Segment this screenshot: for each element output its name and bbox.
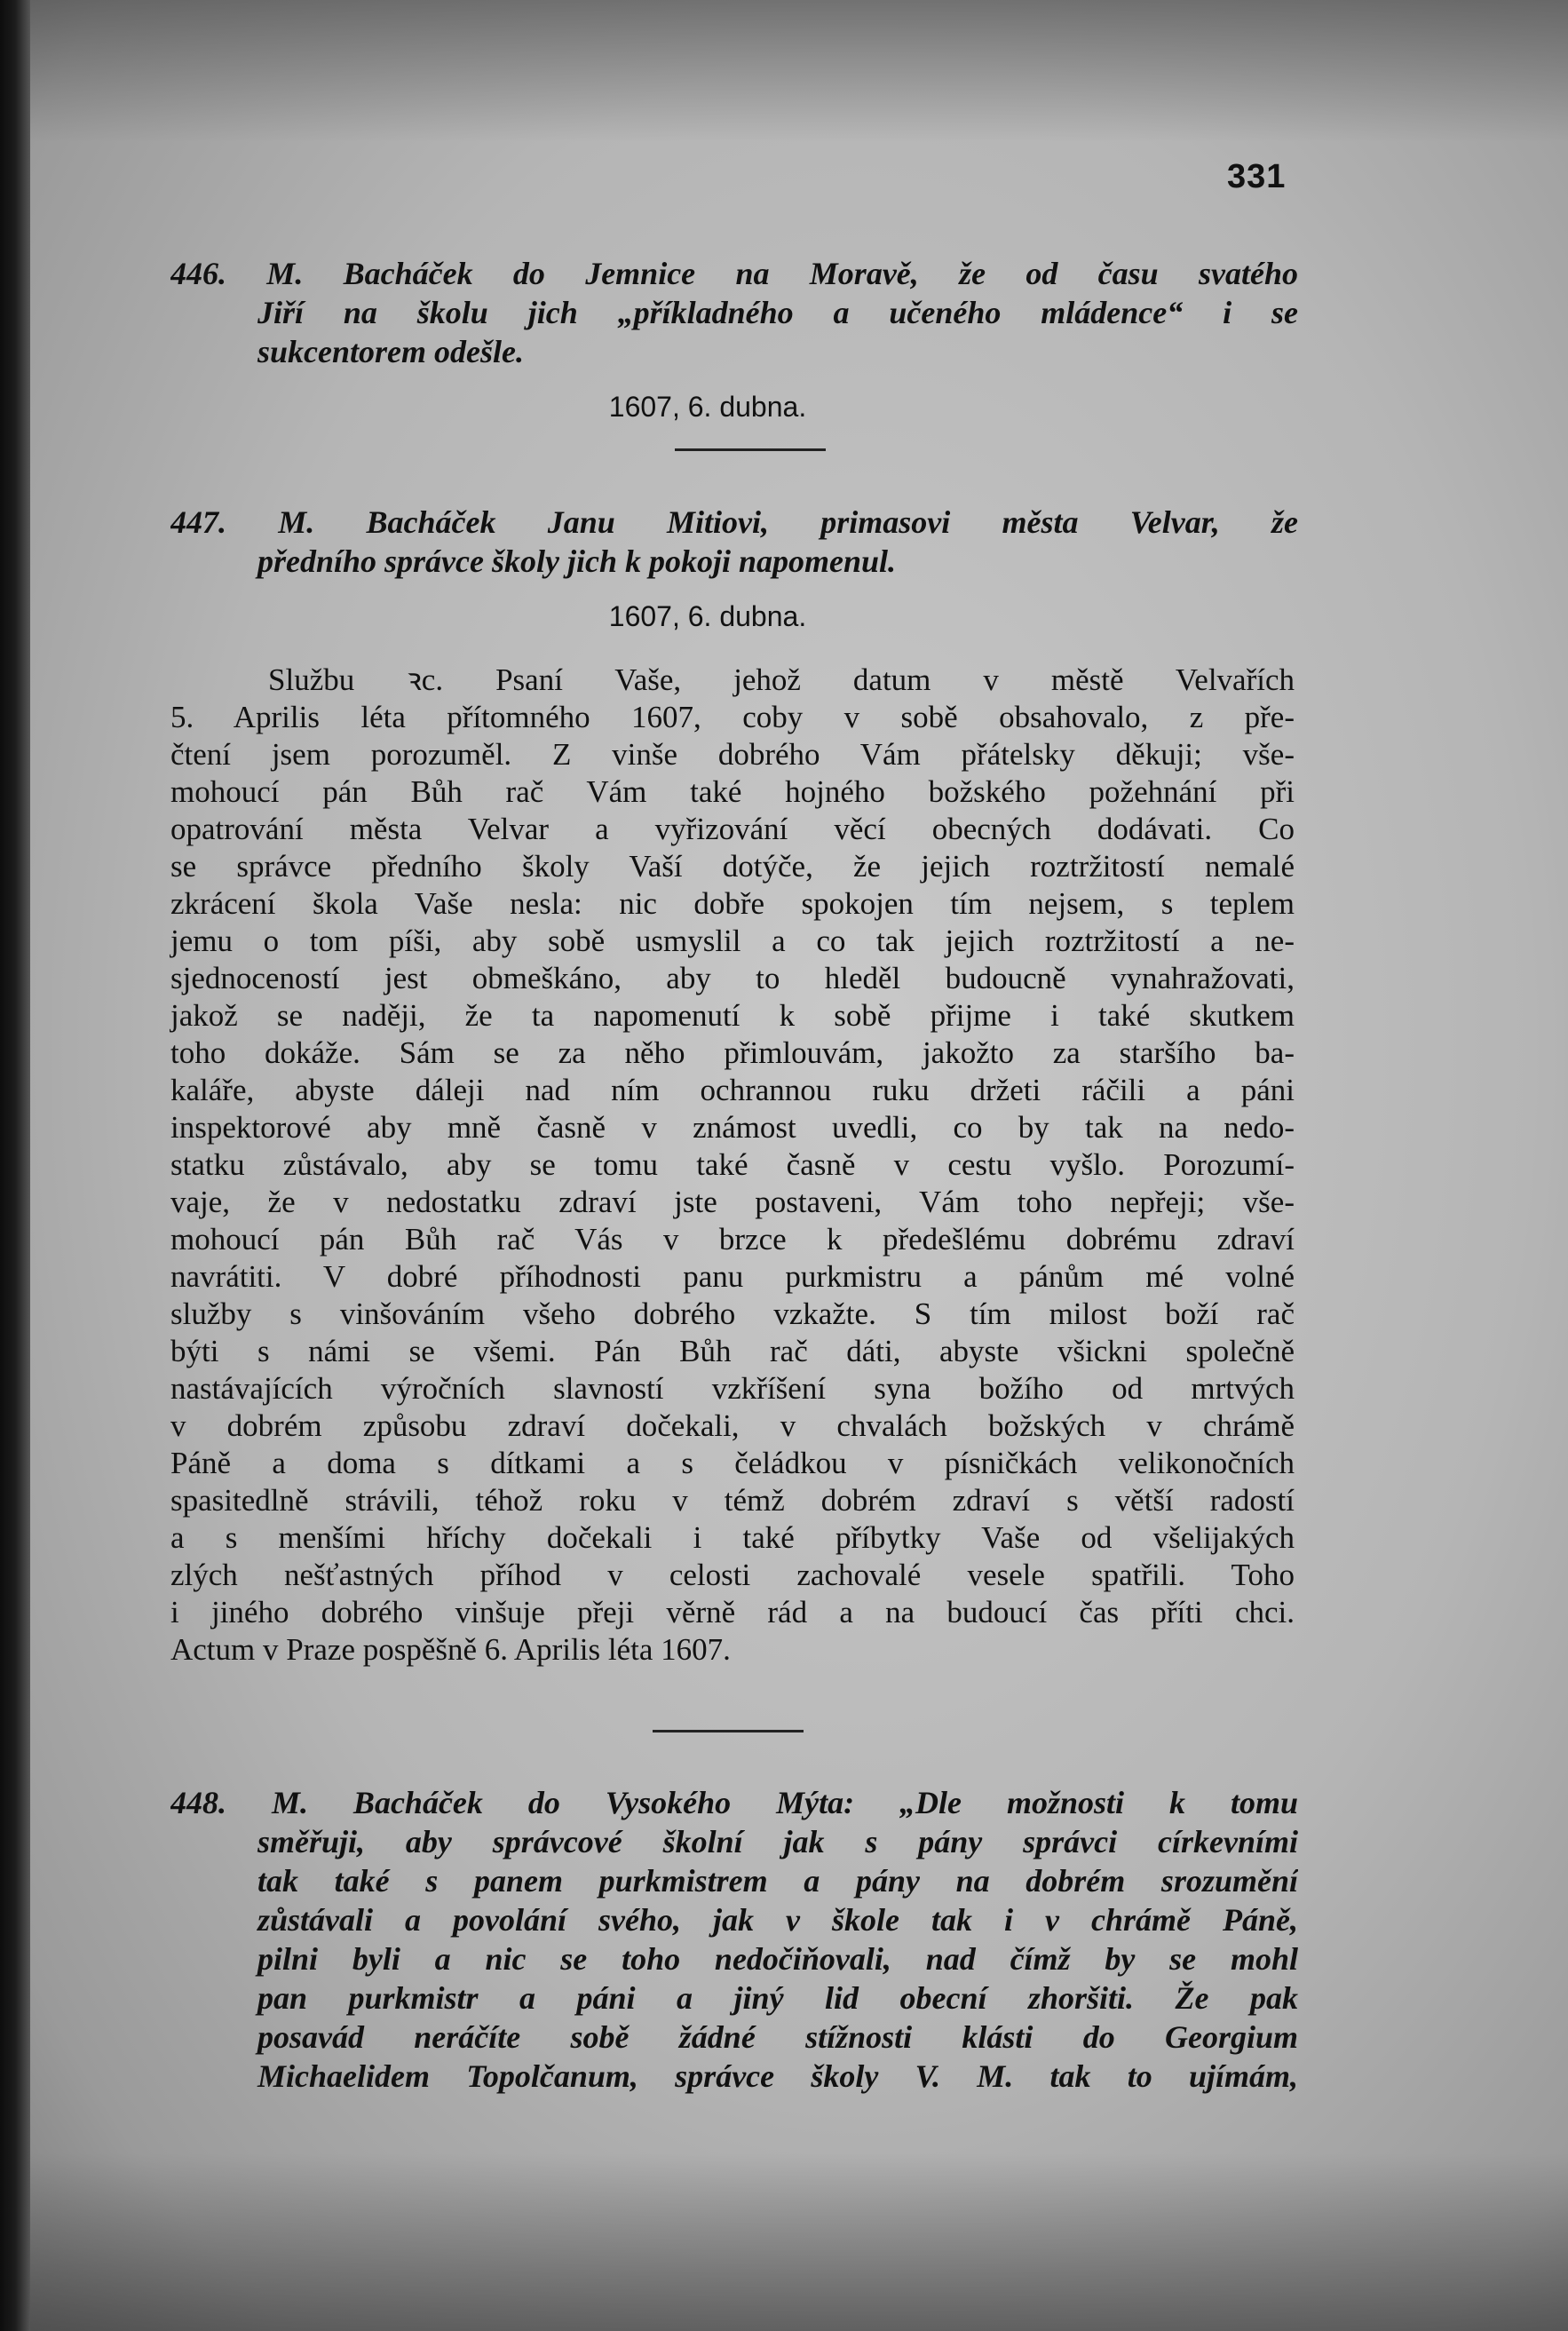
body-line: inspektorové aby mně časně v známost uvedli, co by tak na nedo- bbox=[170, 1110, 1295, 1145]
entry-448-heading-line: směřuji, aby správcové školní jak s pány správci církevními bbox=[257, 1824, 1298, 1859]
body-line: spasitedlně strávili, téhož roku v témž dobrém zdraví s větší radostí bbox=[170, 1483, 1295, 1518]
book-binding-edge bbox=[0, 0, 30, 2331]
entry-448-heading-line: Michaelidem Topolčanum, správce školy V. M. tak to ujímám, bbox=[257, 2058, 1298, 2094]
entry-447-heading bbox=[170, 503, 1298, 581]
entry-447-heading-line: 447. M. Bacháček Janu Mitiovi, primasovi města Velvar, že bbox=[170, 504, 1298, 540]
entry-447-date: 1607, 6. dubna. bbox=[608, 600, 807, 632]
entry-446-date: 1607, 6. dubna. bbox=[608, 391, 807, 423]
body-line: a s menšími hříchy dočekali i také příbytky Vaše od všelijakých bbox=[170, 1520, 1295, 1555]
body-line: Actum v Praze pospěšně 6. Aprilis léta 1607. bbox=[170, 1632, 731, 1667]
page-number: 331 bbox=[1227, 158, 1287, 195]
entry-446-heading bbox=[170, 254, 1298, 371]
body-line: kaláře, abyste dáleji nad ním ochrannou ruku držeti ráčili a páni bbox=[170, 1073, 1295, 1107]
body-line: Službu ꝛc. Psaní Vaše, jehož datum v městě Velvařích bbox=[268, 662, 1295, 697]
body-line: zkrácení škola Vaše nesla: nic dobře spokojen tím nejsem, s teplem bbox=[170, 886, 1295, 921]
section-divider bbox=[675, 448, 826, 451]
body-line: toho dokáže. Sám se za něho přimlouvám, jakožto za staršího ba- bbox=[170, 1035, 1295, 1070]
body-line: opatrování města Velvar a vyřizování věcí obecných dodávati. Co bbox=[170, 812, 1295, 846]
body-line: služby s vinšováním všeho dobrého vzkažte. S tím milost boží rač bbox=[170, 1296, 1295, 1331]
section-divider bbox=[653, 1730, 804, 1732]
entry-446-heading-line: Jiří na školu jich „příkladného a učeného mládence“ i se bbox=[257, 295, 1298, 330]
body-line: jemu o tom píši, aby sobě usmyslil a co tak jejich roztržitostí a ne- bbox=[170, 924, 1295, 958]
body-line: statku zůstávalo, aby se tomu také časně v cestu vyšlo. Porozumí- bbox=[170, 1147, 1295, 1182]
body-line: sjednoceností jest obmeškáno, aby to hleděl budoucně vynahražovati, bbox=[170, 961, 1295, 995]
entry-448-heading-line: pan purkmistr a páni a jiný lid obecní zhoršiti. Že pak bbox=[257, 1980, 1298, 2016]
scan-shadow-top bbox=[0, 0, 1568, 142]
entry-448-heading-line: tak také s panem purkmistrem a pány na dobrém srozumění bbox=[257, 1863, 1298, 1899]
body-line: býti s námi se všemi. Pán Bůh rač dáti, abyste všickni společně bbox=[170, 1334, 1295, 1368]
body-line: mohoucí pán Bůh rač Vám také hojného božského požehnání při bbox=[170, 774, 1295, 809]
body-line: čtení jsem porozuměl. Z vinše dobrého Vám přátelsky děkuji; vše- bbox=[170, 737, 1295, 772]
body-line: vaje, že v nedostatku zdraví jste postaveni, Vám toho nepřeji; vše- bbox=[170, 1185, 1295, 1219]
entry-446-heading-line: 446. M. Bacháček do Jemnice na Moravě, že od času svatého bbox=[170, 256, 1298, 291]
body-line: navrátiti. V dobré příhodnosti panu purkmistru a pánům mé volné bbox=[170, 1259, 1295, 1294]
entry-448-heading-line: 448. M. Bacháček do Vysokého Mýta: „Dle možnosti k tomu bbox=[170, 1785, 1298, 1820]
scan-shadow-bottom bbox=[0, 2153, 1568, 2331]
body-line: se správce předního školy Vaší dotýče, že jejich roztržitostí nemalé bbox=[170, 849, 1295, 884]
body-line: mohoucí pán Bůh rač Vás v brzce k předešlému dobrému zdraví bbox=[170, 1222, 1295, 1257]
body-line: zlých nešťastných příhod v celosti zachovalé vesele spatřili. Toho bbox=[170, 1558, 1295, 1592]
body-line: v dobrém způsobu zdraví dočekali, v chvalách božských v chrámě bbox=[170, 1408, 1295, 1443]
entry-448-heading bbox=[170, 1783, 1298, 2096]
body-line: nastávajících výročních slavností vzkříšení syna božího od mrtvých bbox=[170, 1371, 1295, 1406]
entry-447-heading-line: předního správce školy jich k pokoji napomenul. bbox=[257, 543, 897, 579]
body-line: Páně a doma s dítkami a s čeládkou v písničkách velikonočních bbox=[170, 1446, 1295, 1480]
entry-448-heading-line: zůstávali a povolání svého, jak v škole tak i v chrámě Páně, bbox=[257, 1902, 1298, 1938]
body-line: i jiného dobrého vinšuje přeji věrně rád a na budoucí čas příti chci. bbox=[170, 1595, 1295, 1629]
body-line: 5. Aprilis léta přítomného 1607, coby v sobě obsahovalo, z pře- bbox=[170, 700, 1295, 734]
entry-447-body bbox=[170, 662, 1295, 1669]
entry-448-heading-line: pilni byli a nic se toho nedočiňovali, nad čímž by se mohl bbox=[257, 1941, 1298, 1977]
entry-446-heading-line: sukcentorem odešle. bbox=[257, 334, 524, 369]
entry-448-heading-line: posavád neráčíte sobě žádné stížnosti klásti do Georgium bbox=[257, 2019, 1298, 2055]
body-line: jakož se naději, že ta napomenutí k sobě přijme i také skutkem bbox=[170, 998, 1295, 1033]
